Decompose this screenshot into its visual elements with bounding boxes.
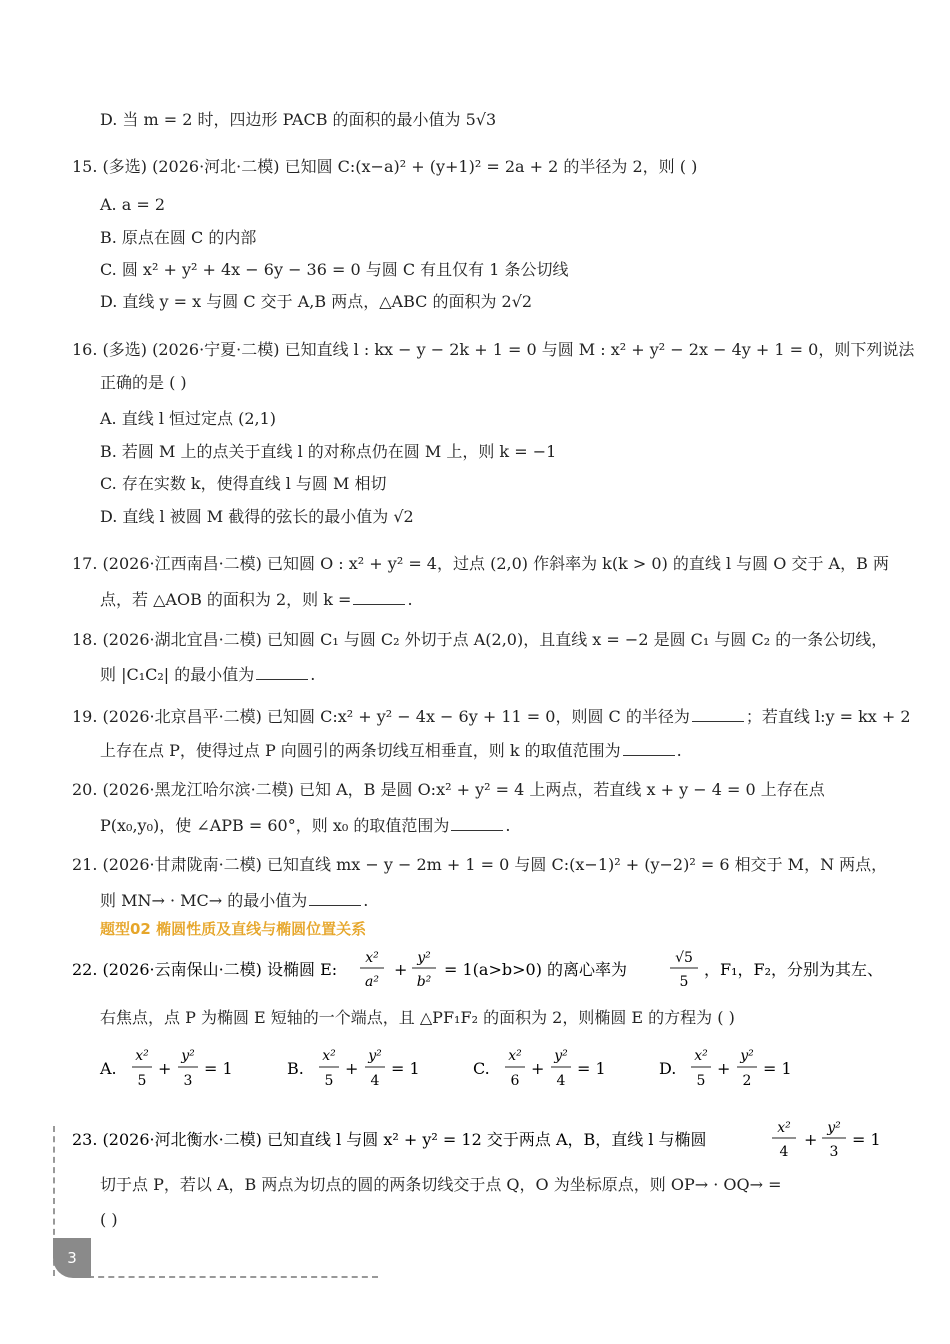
q16-stem: 16. (多选) (2026·宁夏·二模) 已知直线 l : kx − y − 2k + 1 = 0 与圆 M : x² + y² − 2x − 4y + 1 = 0，则下列说法 — [72, 340, 915, 359]
q22-options — [100, 1046, 860, 1092]
q23-stem-cont-2: ( ) — [100, 1210, 118, 1229]
answer-blank[interactable] — [256, 663, 308, 680]
q16-stem-cont: 正确的是 ( ) — [100, 373, 187, 392]
frac-den: 4 — [779, 1144, 789, 1160]
q17-stem-cont: 点，若 △AOB 的面积为 2，则 k = . — [100, 590, 413, 609]
equals-one: = 1 — [204, 1059, 233, 1078]
page-border-dashed-horizontal — [88, 1276, 378, 1278]
frac-num: √5 — [675, 950, 693, 966]
q22-option-b[interactable] — [287, 1048, 420, 1089]
option-label: A. — [100, 1059, 117, 1078]
q19-stem: 19. (2026·北京昌平·二模) 已知圆 C:x² + y² − 4x − 6y + 11 = 0，则圆 C 的半径为 ；若直线 l:y = kx + 2 — [72, 707, 911, 726]
frac-num: x² — [135, 1048, 149, 1064]
q16-option-d: D. 直线 l 被圆 M 截得的弦长的最小值为 √2 — [100, 507, 414, 526]
answer-blank[interactable] — [309, 889, 361, 906]
q15-option-d: D. 直线 y = x 与圆 C 交于 A,B 两点，△ABC 的面积为 2√2 — [100, 292, 533, 311]
q17-stem: 17. (2026·江西南昌·二模) 已知圆 O : x² + y² = 4，过点 (2,0) 作斜率为 k(k > 0) 的直线 l 与圆 O 交于 A，B 两 — [72, 554, 889, 573]
frac-num: y² — [827, 1120, 841, 1136]
frac-num: y² — [740, 1048, 754, 1064]
q16-option-c: C. 存在实数 k，使得直线 l 与圆 M 相切 — [100, 474, 387, 493]
q21-stem: 21. (2026·甘肃陇南·二模) 已知直线 mx − y − 2m + 1 = 0 与圆 C:(x−1)² + (y−2)² = 6 相交于 M，N 两点， — [72, 855, 888, 874]
q15-stem: 15. (多选) (2026·河北·二模) 已知圆 C:(x−a)² + (y+1)² = 2a + 2 的半径为 2，则 ( ) — [72, 157, 698, 176]
option-label: C. — [473, 1059, 490, 1078]
q22-stem-svg — [72, 948, 884, 994]
q20-stem-cont: P(x₀,y₀)，使 ∠APB = 60°，则 x₀ 的取值范围为 . — [100, 816, 511, 835]
frac-den: 2 — [742, 1073, 752, 1089]
q15-option-b: B. 原点在圆 C 的内部 — [100, 228, 257, 247]
q21-stem-cont: 则 MN→ · MC→ 的最小值为 . — [100, 891, 369, 910]
frac-den: 4 — [556, 1073, 566, 1089]
option-label: B. — [287, 1059, 304, 1078]
q23-stem-text: 23. (2026·河北衡水·二模) 已知直线 l 与圆 x² + y² = 12 交于两点 A，B，直线 l 与椭圆 — [72, 1130, 707, 1149]
frac-den: 5 — [696, 1073, 706, 1089]
frac-den: 6 — [510, 1073, 520, 1089]
frac-den: 3 — [829, 1144, 839, 1160]
plus-sign: + — [158, 1059, 172, 1078]
frac-den: b² — [416, 974, 432, 990]
answer-blank[interactable] — [692, 705, 744, 722]
q22-stem-text-3: ，F₁，F₂，分别为其左、 — [704, 960, 884, 979]
frac-den: a² — [365, 974, 379, 990]
frac-num: x² — [694, 1048, 708, 1064]
frac-num: x² — [508, 1048, 522, 1064]
q15-option-c: C. 圆 x² + y² + 4x − 6y − 36 = 0 与圆 C 有且仅有 1 条公切线 — [100, 260, 569, 279]
frac-den: 5 — [679, 974, 689, 990]
q22-stem-text-2: = 1(a>b>0) 的离心率为 — [444, 960, 628, 979]
frac-den: 3 — [183, 1073, 193, 1089]
equals-one: = 1 — [852, 1130, 881, 1149]
q23-stem-svg — [72, 1118, 882, 1164]
plus-sign: + — [717, 1059, 731, 1078]
equals-one: = 1 — [391, 1059, 420, 1078]
answer-blank[interactable] — [623, 739, 675, 756]
frac-num: x² — [365, 950, 379, 966]
answer-blank[interactable] — [353, 588, 405, 605]
plus-sign: + — [345, 1059, 359, 1078]
frac-den: 4 — [370, 1073, 380, 1089]
equals-one: = 1 — [577, 1059, 606, 1078]
frac-num: y² — [417, 950, 431, 966]
frac-num: y² — [368, 1048, 382, 1064]
section-title: 题型02 椭圆性质及直线与椭圆位置关系 — [100, 920, 367, 938]
plus-sign: + — [394, 960, 408, 979]
option-label: D. — [659, 1059, 677, 1078]
frac-num: y² — [181, 1048, 195, 1064]
page-number-badge: 3 — [53, 1238, 91, 1278]
q22-option-d[interactable] — [659, 1048, 792, 1089]
frac-num: x² — [777, 1120, 791, 1136]
q18-stem: 18. (2026·湖北宜昌·二模) 已知圆 C₁ 与圆 C₂ 外切于点 A(2,0)，且直线 x = −2 是圆 C₁ 与圆 C₂ 的一条公切线， — [72, 630, 888, 649]
q20-stem: 20. (2026·黑龙江哈尔滨·二模) 已知 A，B 是圆 O:x² + y² = 4 上两点，若直线 x + y − 4 = 0 上存在点 — [72, 780, 825, 799]
q15-option-a: A. a = 2 — [100, 195, 166, 214]
q22-option-c[interactable] — [473, 1048, 606, 1089]
equals-one: = 1 — [763, 1059, 792, 1078]
frac-num: x² — [322, 1048, 336, 1064]
q22-stem-cont: 右焦点，点 P 为椭圆 E 短轴的一个端点，且 △PF₁F₂ 的面积为 2，则椭圆 E 的方程为 ( ) — [100, 1008, 735, 1027]
q18-stem-cont: 则 |C₁C₂| 的最小值为 . — [100, 665, 316, 684]
answer-blank[interactable] — [451, 814, 503, 831]
q22-option-a[interactable] — [99, 1048, 233, 1089]
frac-num: y² — [554, 1048, 568, 1064]
frac-den: 5 — [137, 1073, 147, 1089]
q22-stem-text-1: 22. (2026·云南保山·二模) 设椭圆 E: — [72, 960, 338, 979]
q23-stem — [72, 1118, 882, 1164]
q22-stem — [72, 948, 884, 994]
q19-stem-cont: 上存在点 P，使得过点 P 向圆引的两条切线互相垂直，则 k 的取值范围为 . — [100, 741, 682, 760]
plus-sign: + — [531, 1059, 545, 1078]
q23-stem-cont: 切于点 P，若以 A，B 两点为切点的圆的两条切线交于点 Q，O 为坐标原点，则 OP→ · OQ→ = — [100, 1175, 782, 1194]
frac-den: 5 — [324, 1073, 334, 1089]
q14-option-d: D. 当 m = 2 时，四边形 PACB 的面积的最小值为 5√3 — [100, 110, 497, 129]
q22-options-svg — [100, 1046, 860, 1092]
plus-sign: + — [804, 1130, 818, 1149]
q16-option-a: A. 直线 l 恒过定点 (2,1) — [100, 409, 277, 428]
q16-option-b: B. 若圆 M 上的点关于直线 l 的对称点仍在圆 M 上，则 k = −1 — [100, 442, 557, 461]
